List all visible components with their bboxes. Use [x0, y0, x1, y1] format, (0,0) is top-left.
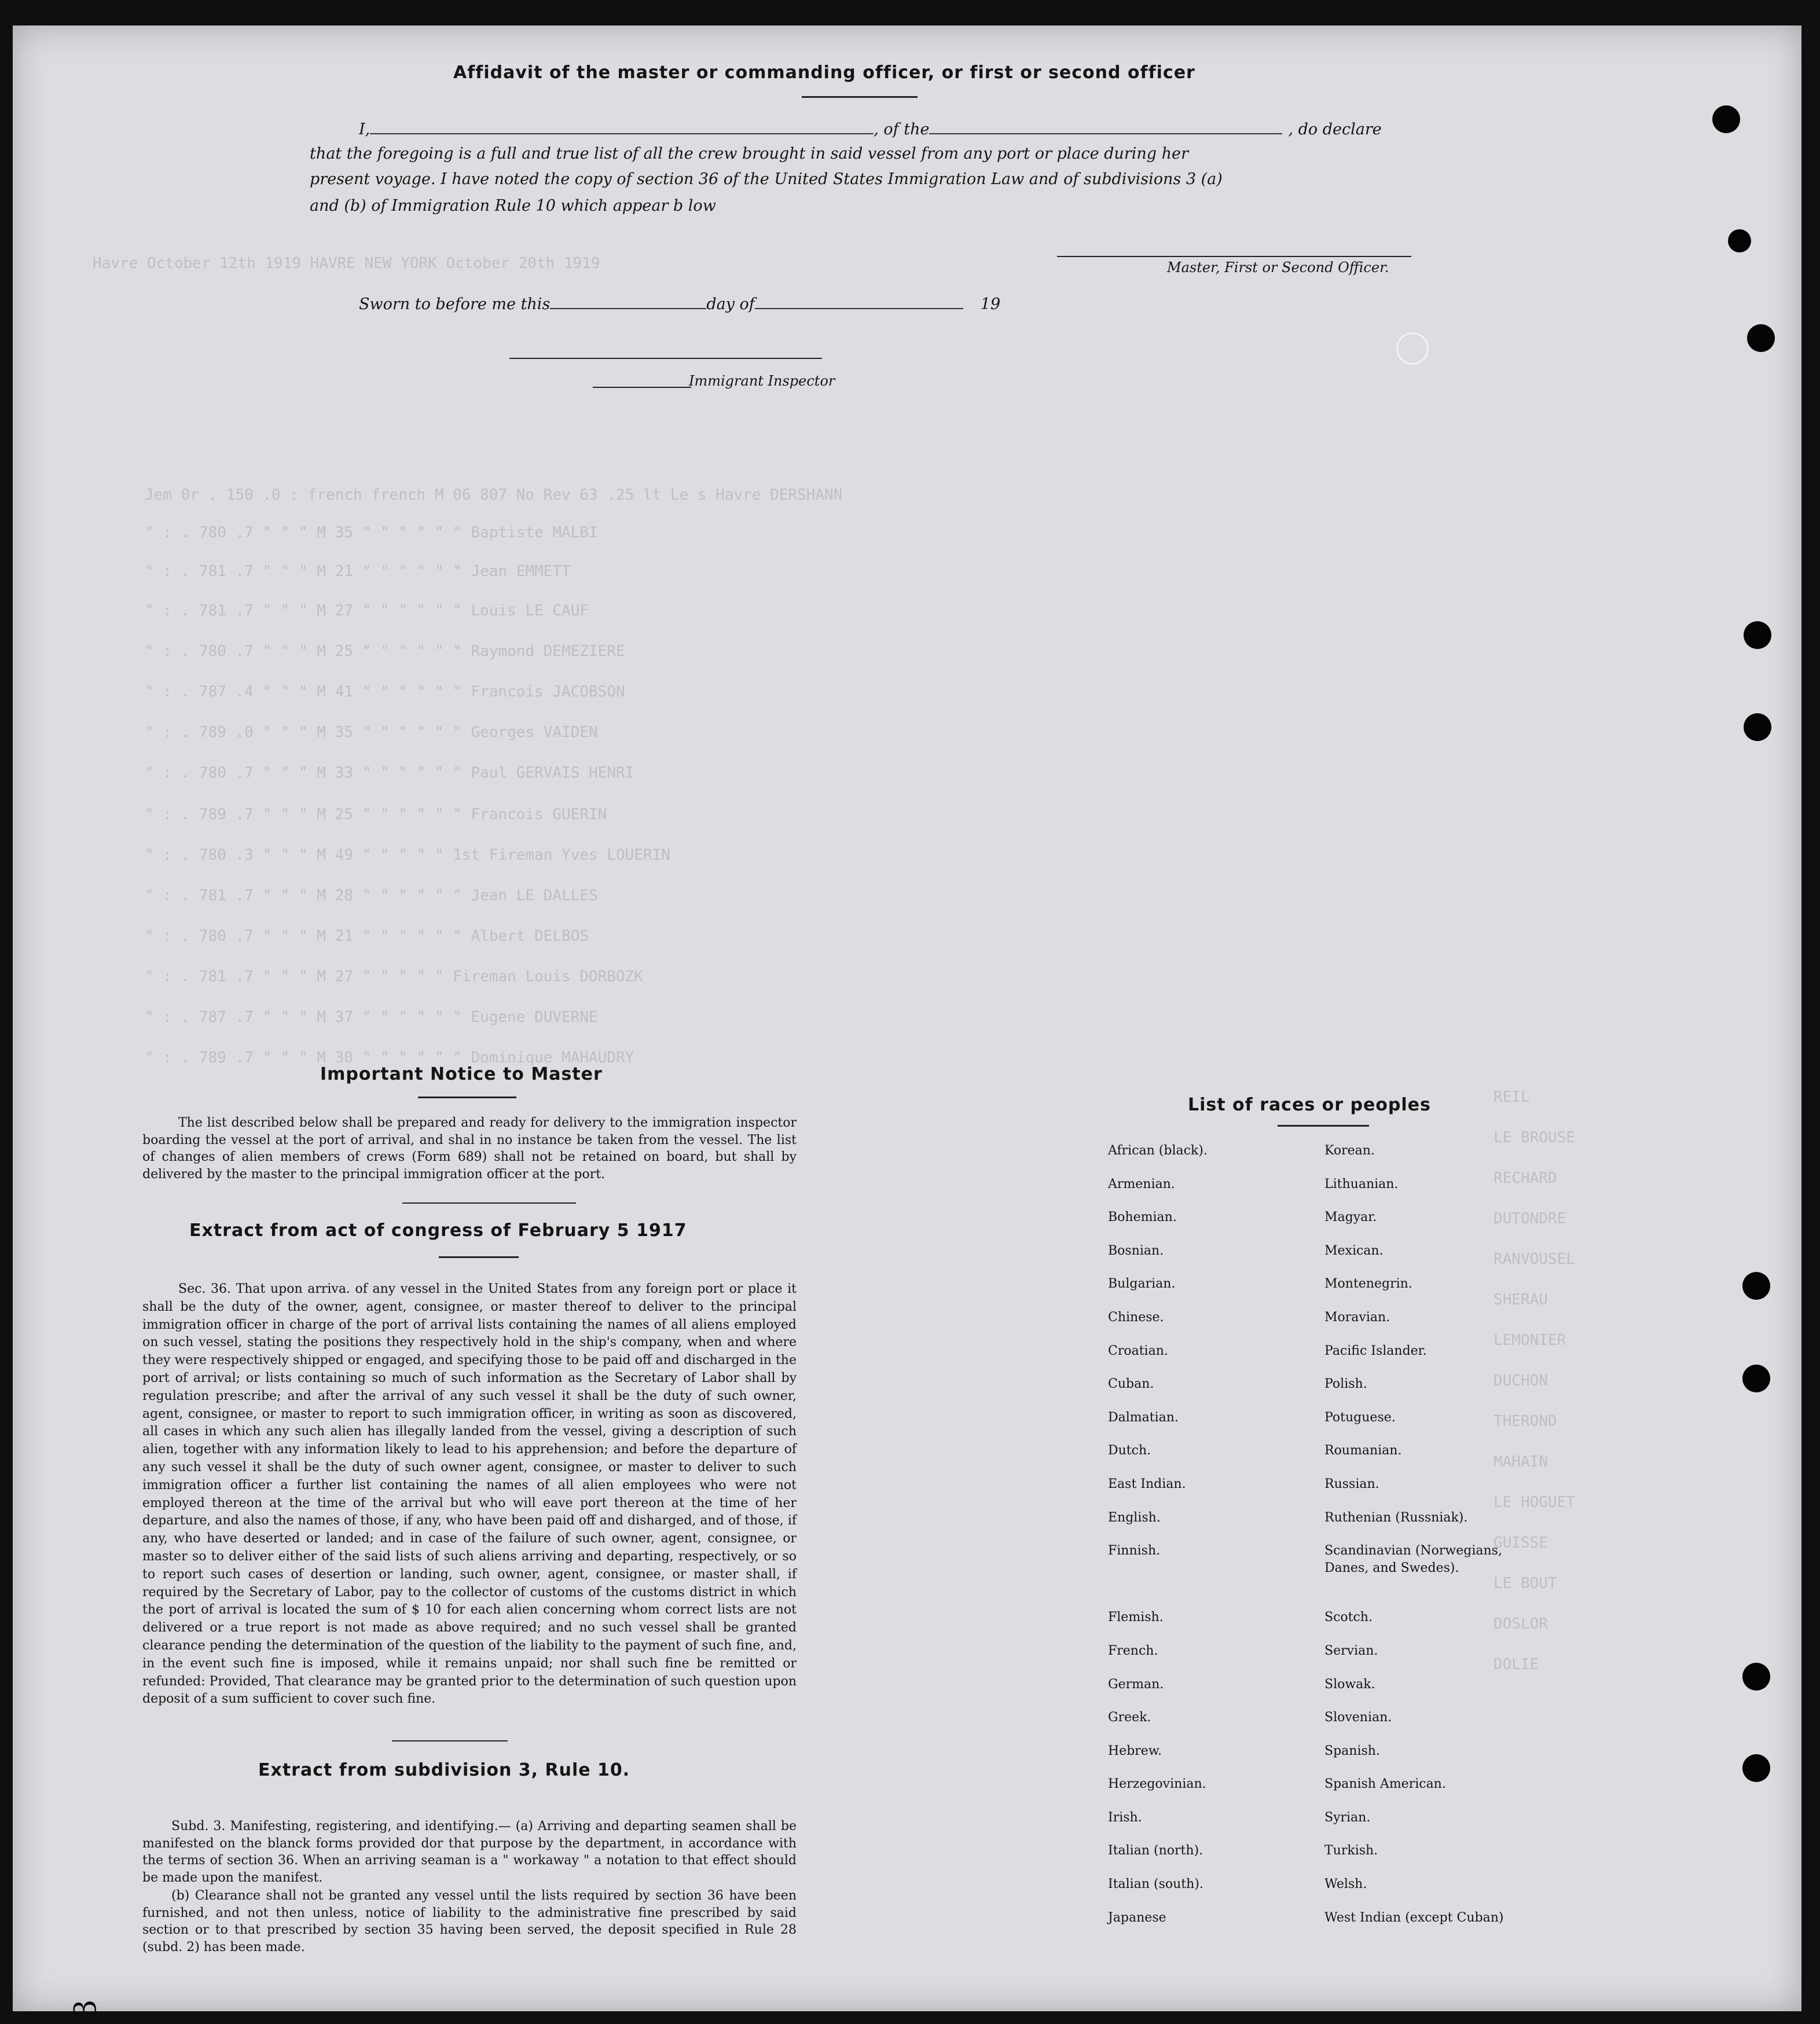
- race-item: Japanese: [1108, 1910, 1166, 1925]
- punch-hole: [1742, 1365, 1770, 1392]
- signature-caption: Master, First or Second Officer.: [1167, 259, 1389, 276]
- race-item: Russian.: [1324, 1476, 1379, 1491]
- race-item: Finnish.: [1108, 1543, 1161, 1559]
- inspector-caption: Immigrant Inspector: [689, 373, 835, 389]
- inspector-short-line: [593, 387, 691, 388]
- race-item: French.: [1108, 1643, 1158, 1658]
- affidavit-i: I,: [359, 120, 370, 138]
- punch-hole: [1728, 229, 1751, 252]
- name-blank[interactable]: [370, 119, 874, 134]
- title-rule: [802, 96, 918, 98]
- punch-hole: [1747, 324, 1775, 352]
- race-item: Lithuanian.: [1324, 1176, 1399, 1191]
- race-item: English.: [1108, 1510, 1161, 1525]
- race-item: Chinese.: [1108, 1310, 1164, 1325]
- rule10-para-b: (b) Clearance shall not be granted any vessel until the lists required by section 36 have been furnished, and not then unless, notice of liability to the administrative fine prescribed by said section or to that prescribed by section 35 having been served, the deposit specified in Rule 28 (subd. 2) has been made.: [142, 1889, 797, 1955]
- extract-1917-body: Sec. 36. That upon arriva. of any vessel in the United States from any foreign port or place it shall be the duty of the owner, agent, consignee, or master thereof to deliver to the principal immigration officer in charge of the port of arrival lists containing the names of all aliens employed on such vessel, stating the positions they respectively hold in the ship's company, when and where they were respectively shipped or engaged, and specifying those to be paid off and discharged in the port of arrival; or lists containing so much of such information as the Secretary of Labor shall by regulation prescribe; and after the arrival of any such vessel it shall be the duty of such owner, agent, consignee, or master to report to such immigration officer, in writing as soon as discovered, all cases in which any such alien has illegally landed from the vessel, giving a description of such alien, together with any information likely to lead to his apprehension; and before the departure of any such vessel it shall be the duty of such owner agent, consignee, or master to deliver to such immigration officer a further list containing the names of all alien employees who were not employed thereon at the time of the arrival but who will eave port thereon at the time of her departure, and also the names of those, if any, who have been paid off and disharged, and of those, if any, who have deserted or landed; and in case of the failure of such owner, agent, consignee, or master so to deliver either of the said lists of such aliens arriving and departing, respectively, or so to report such cases of desertion or landing, such owner, agent, consignee, or master shall, if required by the Secretary of Labor, pay to the collector of customs of the customs district in which the port of arrival is located the sum of $ 10 for each alien concerning whom correct lists are not delivered or a true report is not made as above required; and no such vessel shall be granted clearance pending the determination of the question of the liability to the payment of such fine, and, in the event such fine is imposed, while it remains unpaid; nor shall such fine be remitted or refunded: Provided, That clearance may be granted prior to the determination of such question upon deposit of a sum sufficient to cover such fine.: [142, 1282, 797, 1707]
- month-blank[interactable]: [755, 294, 963, 309]
- race-item: Bosnian.: [1108, 1243, 1164, 1258]
- race-item: Spanish.: [1324, 1743, 1380, 1758]
- race-item: Italian (north).: [1108, 1843, 1203, 1858]
- race-item: Dutch.: [1108, 1443, 1151, 1458]
- affidavit-title: Affidavit of the master or commanding officer, or first or second officer: [453, 63, 1195, 83]
- affidavit-of-the: , of the: [874, 120, 930, 138]
- punch-hole: [1744, 621, 1771, 649]
- sworn-text: Sworn to before me this: [359, 295, 551, 313]
- race-item: Welsh.: [1324, 1877, 1367, 1892]
- race-item: Roumanian.: [1324, 1443, 1402, 1458]
- race-item: Croatian.: [1108, 1343, 1168, 1358]
- race-item: Hebrew.: [1108, 1743, 1162, 1758]
- races-rule: [1278, 1125, 1369, 1127]
- race-item: Scandinavian (Norwegians,: [1324, 1543, 1502, 1559]
- vessel-blank[interactable]: [929, 119, 1282, 134]
- affidavit-line-2: that the foregoing is a full and true list of all the crew brought in said vessel from any port or place during her: [310, 145, 1188, 163]
- race-item: Cuban.: [1108, 1377, 1154, 1392]
- notice-title: Important Notice to Master: [320, 1064, 603, 1084]
- race-item: Herzegovinian.: [1108, 1777, 1206, 1792]
- notice-rule: [418, 1097, 516, 1098]
- sworn-line: [359, 294, 1000, 313]
- inspector-signature-line[interactable]: [509, 358, 822, 359]
- race-item: Ruthenian (Russniak).: [1324, 1510, 1468, 1525]
- race-item: Danes, and Swedes).: [1324, 1560, 1459, 1575]
- race-item: Slovenian.: [1324, 1710, 1392, 1725]
- race-item: Montenegrin.: [1324, 1277, 1412, 1292]
- race-item: Servian.: [1324, 1643, 1378, 1658]
- race-item: Korean.: [1324, 1143, 1375, 1158]
- race-item: Moravian.: [1324, 1310, 1390, 1325]
- race-item: Bulgarian.: [1108, 1277, 1176, 1292]
- race-item: Flemish.: [1108, 1610, 1164, 1625]
- races-list: [1108, 1143, 1571, 1954]
- race-item: Italian (south).: [1108, 1877, 1203, 1892]
- race-item: Magyar.: [1324, 1210, 1377, 1225]
- race-item: Syrian.: [1324, 1810, 1371, 1825]
- stamp-circle: [1396, 332, 1429, 365]
- race-item: Bohemian.: [1108, 1210, 1177, 1225]
- affidavit-line-4: and (b) of Immigration Rule 10 which appear b low: [310, 197, 716, 215]
- signature-line[interactable]: [1057, 256, 1411, 257]
- race-item: Turkish.: [1324, 1843, 1378, 1858]
- races-column-2: [1324, 1143, 1503, 1944]
- rule10-top-rule: [392, 1740, 508, 1741]
- races-title: List of races or peoples: [1188, 1095, 1431, 1115]
- punch-hole: [1744, 713, 1771, 741]
- punch-hole: [1742, 1754, 1770, 1782]
- race-item: West Indian (except Cuban): [1324, 1910, 1504, 1925]
- race-item: Armenian.: [1108, 1176, 1175, 1191]
- race-item: African (black).: [1108, 1143, 1208, 1158]
- rule10-title: Extract from subdivision 3, Rule 10.: [258, 1760, 630, 1780]
- race-item: Slowak.: [1324, 1677, 1375, 1692]
- race-item: Irish.: [1108, 1810, 1142, 1825]
- day-blank[interactable]: [550, 294, 706, 309]
- notice-end-rule: [402, 1202, 576, 1204]
- notice-body: The list described below shall be prepared and ready for delivery to the immigration inspector boarding the vessel at the port of arrival, and shal in no instance be taken from the vessel. The list of changes of alien members of crews (Form 689) shall not be retained on board, but shall by delivered by the master to the principal immigration officer at the port.: [142, 1116, 797, 1182]
- extract-1917-rule: [439, 1256, 519, 1258]
- race-item: East Indian.: [1108, 1476, 1186, 1491]
- race-item: Scotch.: [1324, 1610, 1373, 1625]
- year-text: 19: [980, 295, 1001, 313]
- race-item: Dalmatian.: [1108, 1410, 1179, 1425]
- affidavit-line-1: [359, 119, 1382, 138]
- race-item: Spanish American.: [1324, 1777, 1446, 1792]
- race-item: Potuguese.: [1324, 1410, 1396, 1425]
- extract-1917-title: Extract from act of congress of February 5 1917: [189, 1220, 687, 1241]
- race-item: German.: [1108, 1677, 1164, 1692]
- punch-hole: [1742, 1663, 1770, 1691]
- race-item: Pacific Islander.: [1324, 1343, 1427, 1358]
- punch-hole: [1712, 105, 1740, 133]
- day-of-text: day of: [706, 295, 755, 313]
- margin-mark: 3: [68, 1999, 104, 2019]
- race-item: [1108, 1577, 1208, 1611]
- affidavit-declare: , do declare: [1288, 120, 1382, 138]
- punch-hole: [1742, 1272, 1770, 1300]
- affidavit-line-3: present voyage. I have noted the copy of section 36 of the United States Immigration Law and of subdivisions 3 (a): [310, 170, 1223, 188]
- race-item: Polish.: [1324, 1377, 1367, 1392]
- race-item: Greek.: [1108, 1710, 1151, 1725]
- rule10-para-a: Subd. 3. Manifesting, registering, and identifying.— (a) Arriving and departing seamen shall be manifested on the blanck forms provided dor that purpose by the department, in accordance with the terms of section 36. When an arriving seaman is a " workaway " a notation to that effect should be made upon the manifest.: [142, 1819, 797, 1885]
- races-column-1: [1108, 1143, 1208, 1944]
- race-item: Mexican.: [1324, 1243, 1384, 1258]
